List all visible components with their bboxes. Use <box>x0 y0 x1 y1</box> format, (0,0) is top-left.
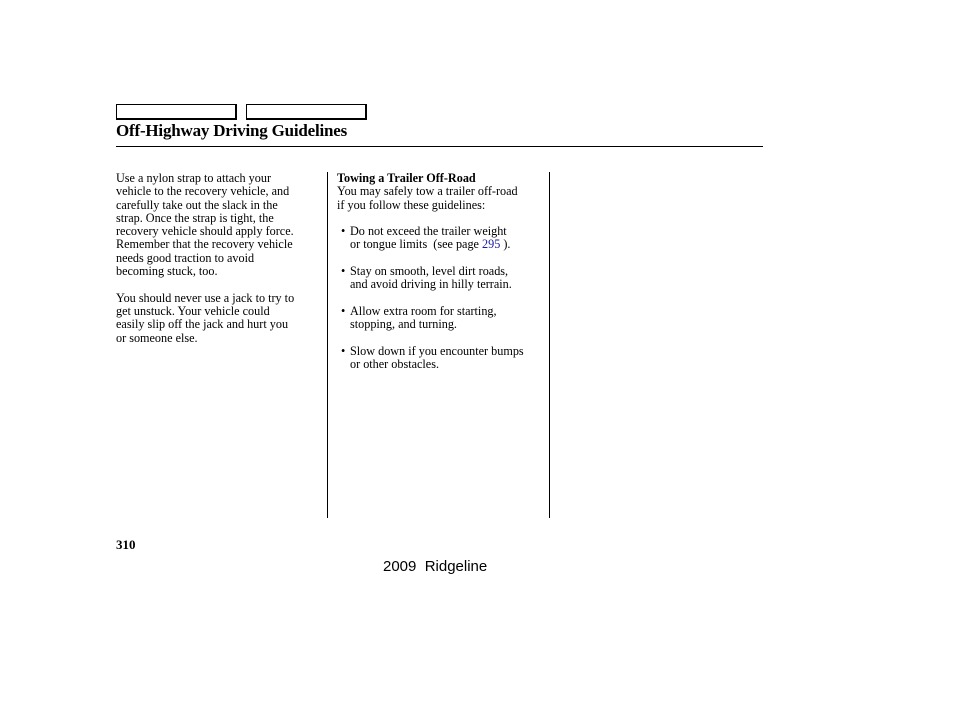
bullet-icon: • <box>341 343 346 358</box>
text-line: Use a nylon strap to attach your <box>116 171 272 185</box>
text-line: strap. Once the strap is tight, the <box>116 210 274 225</box>
text-line: stopping, and turning. <box>350 317 457 332</box>
column-divider <box>549 172 550 518</box>
bullet-icon: • <box>341 224 346 239</box>
text-line: Stay on smooth, level dirt roads, <box>350 264 509 279</box>
text-line: or tongue limits (see page 295 ). <box>350 237 511 252</box>
text-line: or other obstacles. <box>350 357 440 372</box>
middle-column <box>337 172 545 371</box>
text-line: Do not exceed the trailer weight <box>350 224 507 239</box>
text-line: carefully take out the slack in the <box>116 197 278 212</box>
text-line: get unstuck. Your vehicle could <box>116 303 270 318</box>
text-line: Slow down if you encounter bumps <box>350 343 524 358</box>
page-number: 310 <box>116 537 136 552</box>
title-divider <box>116 146 763 147</box>
page-title: Off-Highway Driving Guidelines <box>116 121 348 140</box>
list-item <box>337 345 545 372</box>
text-line: needs good traction to avoid <box>116 250 255 265</box>
text-line: and avoid driving in hilly terrain. <box>350 277 512 292</box>
text-line: You may safely tow a trailer off-road <box>337 184 518 199</box>
nav-button-next[interactable] <box>246 104 367 120</box>
list-item <box>337 225 545 252</box>
list-item <box>337 265 545 292</box>
text-line: Remember that the recovery vehicle <box>116 237 293 252</box>
text-line: if you follow these guidelines: <box>337 197 486 212</box>
nav-button-previous[interactable] <box>116 104 237 120</box>
page-link[interactable]: 295 <box>482 237 501 252</box>
text-line: vehicle to the recovery vehicle, and <box>116 184 290 199</box>
list-item <box>337 305 545 332</box>
column-divider <box>327 172 328 518</box>
left-column <box>116 172 322 345</box>
bullet-icon: • <box>341 264 346 279</box>
text-line: You should never use a jack to try to <box>116 290 295 305</box>
text-line: recovery vehicle should apply force. <box>116 224 294 239</box>
text-line: easily slip off the jack and hurt you <box>116 317 289 332</box>
section-heading: Towing a Trailer Off-Road <box>337 171 476 185</box>
text-line: Allow extra room for starting, <box>350 303 497 318</box>
text-line: or someone else. <box>116 330 198 345</box>
text-line: becoming stuck, too. <box>116 264 218 279</box>
bullet-icon: • <box>341 303 346 318</box>
footer-model: 2009 Ridgeline <box>383 558 488 575</box>
